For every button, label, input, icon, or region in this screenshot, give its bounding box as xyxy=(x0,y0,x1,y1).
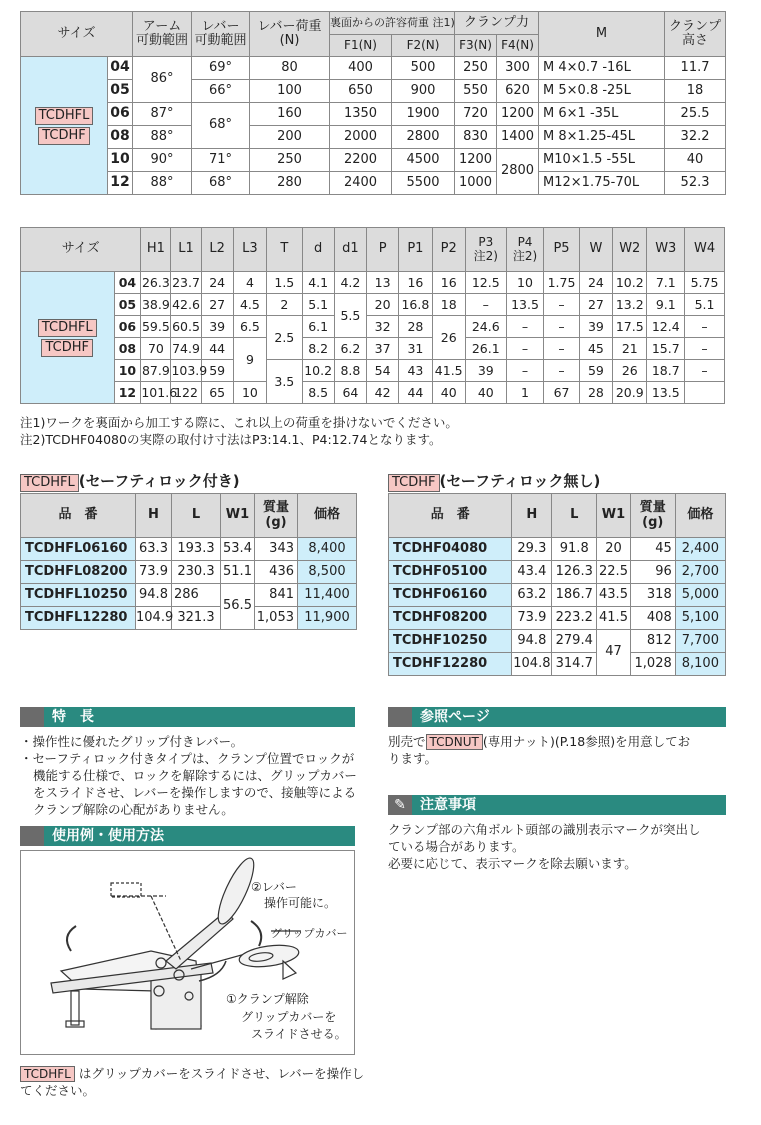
model-tags xyxy=(21,57,108,195)
size: 06 xyxy=(114,316,141,338)
cell: 69° xyxy=(192,57,250,80)
cell: 10 xyxy=(233,382,266,404)
cell: 25.5 xyxy=(665,103,726,126)
hdr-part: 品 番 xyxy=(21,494,136,538)
hdr-col: d1 xyxy=(334,228,366,272)
cell: 1400 xyxy=(497,126,539,149)
hdr-clamp-height: クランプ 高さ xyxy=(665,12,726,57)
price: 8,400 xyxy=(298,538,357,561)
cell: 13 xyxy=(367,272,399,294)
cell: 40 xyxy=(465,382,506,404)
cell: 160 xyxy=(250,103,330,126)
tag-tcdhfl: TCDHFL xyxy=(35,107,94,125)
cell: 56.5 xyxy=(221,584,255,630)
cell: 10 xyxy=(506,272,544,294)
cell: 26 xyxy=(613,360,647,382)
features-header: 特 長 xyxy=(20,707,355,727)
cell: 122 xyxy=(171,382,201,404)
cell: 1000 xyxy=(455,172,497,195)
part-number: TCDHFL12280 xyxy=(21,607,136,630)
cell: 18.7 xyxy=(647,360,685,382)
cell: 42.6 xyxy=(171,294,201,316)
cell: – xyxy=(685,316,725,338)
cell: 13.5 xyxy=(647,382,685,404)
cell: 1.75 xyxy=(544,272,579,294)
cell: 13.5 xyxy=(506,294,544,316)
cell: 20.9 xyxy=(613,382,647,404)
hdr-part: 品 番 xyxy=(389,494,512,538)
cell: 650 xyxy=(330,80,392,103)
cell: 63.2 xyxy=(512,584,552,607)
cell: 8.2 xyxy=(302,338,334,360)
cell: M12×1.75-70L xyxy=(539,172,665,195)
cell xyxy=(685,382,725,404)
cell: 900 xyxy=(392,80,455,103)
cell: 1900 xyxy=(392,103,455,126)
cell: 27 xyxy=(579,294,612,316)
hdr-f2: F2(N) xyxy=(392,35,455,57)
cell: 6.5 xyxy=(233,316,266,338)
cell: 12.5 xyxy=(465,272,506,294)
cell: 39 xyxy=(465,360,506,382)
cell: 100 xyxy=(250,80,330,103)
cell: 2800 xyxy=(392,126,455,149)
price-table-tcdhfl xyxy=(20,493,357,630)
cell: 40 xyxy=(665,149,726,172)
hdr-col: P4 注2) xyxy=(506,228,544,272)
tcdhf-section-title: TCDHF (セーフティロック無し) xyxy=(388,470,600,492)
cell: 11.7 xyxy=(665,57,726,80)
price: 11,900 xyxy=(298,607,357,630)
cell: 2 xyxy=(267,294,302,316)
cell: – xyxy=(685,360,725,382)
cell: 65 xyxy=(201,382,233,404)
cell: 343 xyxy=(255,538,298,561)
part-number: TCDHF05100 xyxy=(389,561,512,584)
usage-note: TCDHFL はグリップカバーをスライドさせ、レバーを操作し てください。 xyxy=(20,1066,365,1098)
cell: 28 xyxy=(399,316,432,338)
cell: 42 xyxy=(367,382,399,404)
part-number: TCDHF04080 xyxy=(389,538,512,561)
cell: M10×1.5 -55L xyxy=(539,149,665,172)
cell: 44 xyxy=(399,382,432,404)
cell: 230.3 xyxy=(172,561,221,584)
cell: 87° xyxy=(133,103,192,126)
cell: 1.5 xyxy=(267,272,302,294)
hdr-col: T xyxy=(267,228,302,272)
price: 8,100 xyxy=(675,653,725,676)
cell: 10.2 xyxy=(302,360,334,382)
cell: 26.3 xyxy=(141,272,171,294)
cell: 43.4 xyxy=(512,561,552,584)
cell: 1 xyxy=(506,382,544,404)
cell: M 5×0.8 -25L xyxy=(539,80,665,103)
size: 05 xyxy=(108,80,133,103)
hdr-col: d xyxy=(302,228,334,272)
cell: 53.4 xyxy=(221,538,255,561)
cell: – xyxy=(506,316,544,338)
hdr-w1: W1 xyxy=(597,494,630,538)
hdr-size: サイズ xyxy=(21,228,141,272)
cell: 52.3 xyxy=(665,172,726,195)
cell: 7.1 xyxy=(647,272,685,294)
price: 8,500 xyxy=(298,561,357,584)
tag-tcdhfl: TCDHFL xyxy=(20,1066,75,1082)
cell: 26.1 xyxy=(465,338,506,360)
hdr-f3: F3(N) xyxy=(455,35,497,57)
cell: 223.2 xyxy=(552,607,597,630)
tcdhfl-section-title: TCDHFL (セーフティロック付き) xyxy=(20,470,240,492)
cell: 321.3 xyxy=(172,607,221,630)
hdr-price: 価格 xyxy=(298,494,357,538)
cell: 1200 xyxy=(497,103,539,126)
cell: 104.8 xyxy=(512,653,552,676)
cell: 40 xyxy=(432,382,465,404)
caption-release: ①クランプ解除 xyxy=(226,992,309,1006)
cell: 4500 xyxy=(392,149,455,172)
cell: 43.5 xyxy=(597,584,630,607)
hdr-col: P1 xyxy=(399,228,432,272)
hdr-h: H xyxy=(136,494,172,538)
cell: 27 xyxy=(201,294,233,316)
hdr-col: W2 xyxy=(613,228,647,272)
part-number: TCDHFL06160 xyxy=(21,538,136,561)
price: 2,400 xyxy=(675,538,725,561)
cell: 22.5 xyxy=(597,561,630,584)
cell: 16.8 xyxy=(399,294,432,316)
cell: – xyxy=(544,360,579,382)
cell: 408 xyxy=(630,607,675,630)
cell: 86° xyxy=(133,57,192,103)
cell: 73.9 xyxy=(512,607,552,630)
cell: 126.3 xyxy=(552,561,597,584)
cell: 24 xyxy=(201,272,233,294)
cell: 60.5 xyxy=(171,316,201,338)
hdr-h: H xyxy=(512,494,552,538)
cell: 5.5 xyxy=(334,294,366,338)
cell: 87.9 xyxy=(141,360,171,382)
cell: 286 xyxy=(172,584,221,607)
cell: 720 xyxy=(455,103,497,126)
cell: 830 xyxy=(455,126,497,149)
cell: 300 xyxy=(497,57,539,80)
cell: 91.8 xyxy=(552,538,597,561)
usage-header: 使用例・使用方法 xyxy=(20,826,355,846)
cell: – xyxy=(544,316,579,338)
hdr-lever-load: レバー荷重 (N) xyxy=(250,12,330,57)
hdr-col: L2 xyxy=(201,228,233,272)
cell: 6.2 xyxy=(334,338,366,360)
cell: 436 xyxy=(255,561,298,584)
size: 04 xyxy=(108,57,133,80)
cell: 32.2 xyxy=(665,126,726,149)
note-2: 注2)TCDHF04080の実際の取付け寸法はP3:14.1、P4:12.74となります。 xyxy=(20,432,442,447)
cell: M 4×0.7 -16L xyxy=(539,57,665,80)
cell: 59.5 xyxy=(141,316,171,338)
cell: 5.1 xyxy=(685,294,725,316)
pencil-icon: ✎ xyxy=(388,795,412,815)
model-tags xyxy=(21,272,115,404)
cell: 88° xyxy=(133,126,192,149)
cell: 73.9 xyxy=(136,561,172,584)
clamp-illustration xyxy=(21,851,356,1056)
caution-header: ✎ 注意事項 xyxy=(388,795,726,815)
hdr-col: H1 xyxy=(141,228,171,272)
cell: 13.2 xyxy=(613,294,647,316)
hdr-l: L xyxy=(172,494,221,538)
cell: 620 xyxy=(497,80,539,103)
hdr-w1: W1 xyxy=(221,494,255,538)
size: 10 xyxy=(108,149,133,172)
size: 08 xyxy=(114,338,141,360)
size: 10 xyxy=(114,360,141,382)
cell: M 8×1.25-45L xyxy=(539,126,665,149)
usage-diagram xyxy=(20,850,355,1055)
cell: 193.3 xyxy=(172,538,221,561)
cell: 15.7 xyxy=(647,338,685,360)
tag-tcdnut: TCDNUT xyxy=(426,734,483,750)
cell: 20 xyxy=(367,294,399,316)
cell: 20 xyxy=(597,538,630,561)
cell: 812 xyxy=(630,630,675,653)
tag-tcdhf: TCDHF xyxy=(38,127,90,145)
cell: 3.5 xyxy=(267,360,302,404)
cell: 2000 xyxy=(330,126,392,149)
cell: – xyxy=(506,360,544,382)
cell: 41.5 xyxy=(432,360,465,382)
cell: 90° xyxy=(133,149,192,172)
cell: – xyxy=(506,338,544,360)
cell: 2400 xyxy=(330,172,392,195)
cell: 1,028 xyxy=(630,653,675,676)
cell: 23.7 xyxy=(171,272,201,294)
hdr-allow: 裏面からの許容荷重 注1) xyxy=(330,12,455,35)
cell: 9.1 xyxy=(647,294,685,316)
cell: 4.1 xyxy=(302,272,334,294)
cell: 54 xyxy=(367,360,399,382)
hdr-col: P xyxy=(367,228,399,272)
hdr-col: W xyxy=(579,228,612,272)
cell: 66° xyxy=(192,80,250,103)
cell: 68° xyxy=(192,172,250,195)
hdr-col: P2 xyxy=(432,228,465,272)
cell: 39 xyxy=(201,316,233,338)
cell: 318 xyxy=(630,584,675,607)
tag-tcdhf: TCDHF xyxy=(41,339,93,357)
cell: 1,053 xyxy=(255,607,298,630)
cell: 5500 xyxy=(392,172,455,195)
part-number: TCDHF12280 xyxy=(389,653,512,676)
hdr-col: W4 xyxy=(685,228,725,272)
hdr-price: 価格 xyxy=(675,494,725,538)
cell: 186.7 xyxy=(552,584,597,607)
caution-text: クランプ部の六角ボルト頭部の識別表示マークが突出し ている場合があります。 必要に応じて、表示マークを除去願います。 xyxy=(388,822,701,871)
cell: 28 xyxy=(579,382,612,404)
cell: 64 xyxy=(334,382,366,404)
cell: 5.75 xyxy=(685,272,725,294)
cell: 39 xyxy=(579,316,612,338)
cell: 400 xyxy=(330,57,392,80)
cell: 41.5 xyxy=(597,607,630,630)
cell: 94.8 xyxy=(136,584,172,607)
cell: 51.1 xyxy=(221,561,255,584)
cell: M 6×1 -35L xyxy=(539,103,665,126)
cell: 4.5 xyxy=(233,294,266,316)
hdr-col: P5 xyxy=(544,228,579,272)
cell: 32 xyxy=(367,316,399,338)
cell: – xyxy=(544,338,579,360)
cell: 250 xyxy=(250,149,330,172)
cell: 12.4 xyxy=(647,316,685,338)
cell: 45 xyxy=(579,338,612,360)
hdr-clamp: クランプ力 xyxy=(455,12,539,35)
cell: 18 xyxy=(432,294,465,316)
size: 12 xyxy=(114,382,141,404)
price: 7,700 xyxy=(675,630,725,653)
cell: 5.1 xyxy=(302,294,334,316)
hdr-col: L3 xyxy=(233,228,266,272)
cell: 24 xyxy=(579,272,612,294)
caption-slide-2: スライドさせる。 xyxy=(251,1027,347,1041)
size: 05 xyxy=(114,294,141,316)
cell: 6.1 xyxy=(302,316,334,338)
cell: 80 xyxy=(250,57,330,80)
features-text: ・操作性に優れたグリップ付きレバー。 ・セーフティロック付きタイプは、クランプ位置でロックが 機能する仕様で、ロックを解除するには、グリップカバー をスライドさせ、レバーを操作しますので、接触等による クランプ解除の心配がありません。 xyxy=(20,734,357,817)
cell: 314.7 xyxy=(552,653,597,676)
price: 2,700 xyxy=(675,561,725,584)
cell: 1200 xyxy=(455,149,497,172)
hdr-mass: 質量 (g) xyxy=(630,494,675,538)
cell: 1350 xyxy=(330,103,392,126)
part-number: TCDHF10250 xyxy=(389,630,512,653)
hdr-m: M xyxy=(539,12,665,57)
cell: 4 xyxy=(233,272,266,294)
hdr-col: L1 xyxy=(171,228,201,272)
cell: 94.8 xyxy=(512,630,552,653)
cell: 2200 xyxy=(330,149,392,172)
cell: 88° xyxy=(133,172,192,195)
cell: 47 xyxy=(597,630,630,676)
cell: 38.9 xyxy=(141,294,171,316)
cell: 63.3 xyxy=(136,538,172,561)
cell: – xyxy=(544,294,579,316)
cell: 16 xyxy=(399,272,432,294)
price: 11,400 xyxy=(298,584,357,607)
caption-lever: ②レバー xyxy=(251,880,297,894)
tag-tcdhf: TCDHF xyxy=(388,474,440,492)
cell: 10.2 xyxy=(613,272,647,294)
cell: – xyxy=(465,294,506,316)
cell: 4.2 xyxy=(334,272,366,294)
cell: 68° xyxy=(192,103,250,149)
cell: 279.4 xyxy=(552,630,597,653)
hdr-l: L xyxy=(552,494,597,538)
cell: 8.8 xyxy=(334,360,366,382)
cell: 250 xyxy=(455,57,497,80)
cell: 21 xyxy=(613,338,647,360)
cell: 841 xyxy=(255,584,298,607)
cell: 280 xyxy=(250,172,330,195)
reference-text: 別売で TCDNUT (専用ナット)(P.18参照)を用意してお ります。 xyxy=(388,734,691,766)
hdr-f1: F1(N) xyxy=(330,35,392,57)
part-number: TCDHFL08200 xyxy=(21,561,136,584)
hdr-size: サイズ xyxy=(21,12,133,57)
spec-table-2 xyxy=(20,227,725,404)
reference-header: 参照ページ xyxy=(388,707,726,727)
cell: 24.6 xyxy=(465,316,506,338)
cell: 500 xyxy=(392,57,455,80)
cell: 2.5 xyxy=(267,316,302,360)
size: 06 xyxy=(108,103,133,126)
spec-table-1 xyxy=(20,11,726,195)
cell: 9 xyxy=(233,338,266,382)
cell: 31 xyxy=(399,338,432,360)
tag-tcdhfl: TCDHFL xyxy=(20,474,79,492)
cell: 70 xyxy=(141,338,171,360)
cell: 200 xyxy=(250,126,330,149)
tag-tcdhfl: TCDHFL xyxy=(38,319,97,337)
cell: 44 xyxy=(201,338,233,360)
part-number: TCDHF08200 xyxy=(389,607,512,630)
caption-grip: グリップカバー xyxy=(271,927,348,940)
cell: 8.5 xyxy=(302,382,334,404)
cell: 2800 xyxy=(497,149,539,195)
hdr-col: W3 xyxy=(647,228,685,272)
price: 5,000 xyxy=(675,584,725,607)
part-number: TCDHFL10250 xyxy=(21,584,136,607)
cell: 59 xyxy=(201,360,233,382)
hdr-arm: アーム 可動範囲 xyxy=(133,12,192,57)
note-1: 注1)ワークを裏面から加工する際に、これ以上の荷重を掛けないでください。 xyxy=(20,415,458,430)
cell: 29.3 xyxy=(512,538,552,561)
price-table-tcdhf xyxy=(388,493,726,676)
cell: 26 xyxy=(432,316,465,360)
cell: 550 xyxy=(455,80,497,103)
size: 04 xyxy=(114,272,141,294)
size: 08 xyxy=(108,126,133,149)
caption-slide: グリップカバーを xyxy=(241,1010,337,1024)
hdr-col: P3 注2) xyxy=(465,228,506,272)
cell: 96 xyxy=(630,561,675,584)
cell: 43 xyxy=(399,360,432,382)
cell: 104.9 xyxy=(136,607,172,630)
cell: 71° xyxy=(192,149,250,172)
cell: 17.5 xyxy=(613,316,647,338)
cell: 18 xyxy=(665,80,726,103)
cell: 74.9 xyxy=(171,338,201,360)
hdr-f4: F4(N) xyxy=(497,35,539,57)
cell: 101.6 xyxy=(141,382,171,404)
size: 12 xyxy=(108,172,133,195)
cell: – xyxy=(685,338,725,360)
cell: 67 xyxy=(544,382,579,404)
hdr-mass: 質量 (g) xyxy=(255,494,298,538)
cell: 103.9 xyxy=(171,360,201,382)
cell: 37 xyxy=(367,338,399,360)
cell: 16 xyxy=(432,272,465,294)
part-number: TCDHF06160 xyxy=(389,584,512,607)
cell: 59 xyxy=(579,360,612,382)
hdr-lever: レバー 可動範囲 xyxy=(192,12,250,57)
price: 5,100 xyxy=(675,607,725,630)
cell: 45 xyxy=(630,538,675,561)
caption-lever-2: 操作可能に。 xyxy=(264,896,337,910)
